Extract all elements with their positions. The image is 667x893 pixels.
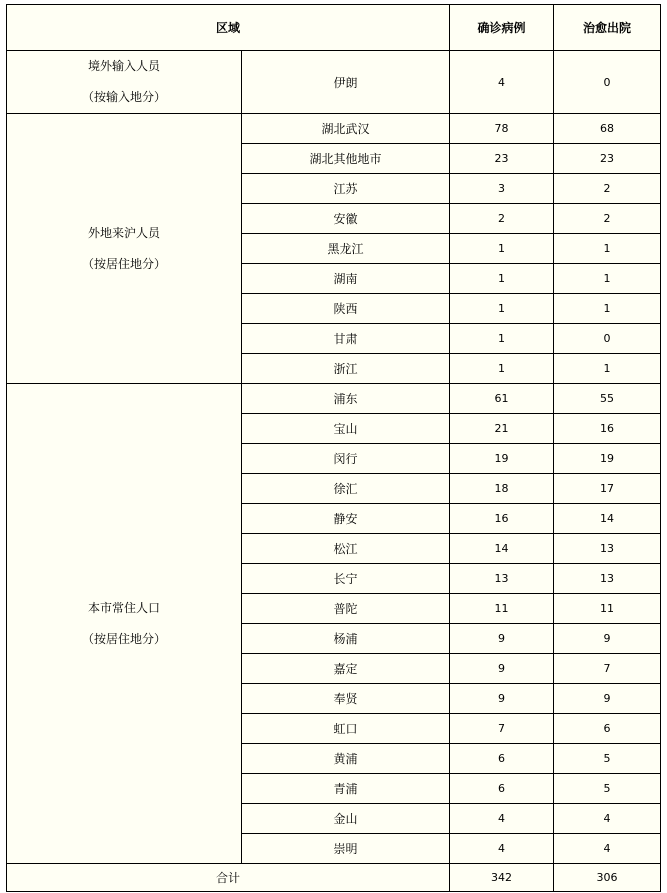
region-name-cell: 闵行 bbox=[242, 444, 450, 474]
region-name-cell: 徐汇 bbox=[242, 474, 450, 504]
table-row bbox=[7, 51, 661, 114]
discharged-cell: 1 bbox=[554, 294, 661, 324]
region-name-cell: 黄浦 bbox=[242, 744, 450, 774]
group-subtitle: （按居住地分） bbox=[81, 631, 166, 646]
confirmed-cell: 7 bbox=[450, 714, 554, 744]
confirmed-cell: 9 bbox=[450, 684, 554, 714]
confirmed-cell: 14 bbox=[450, 534, 554, 564]
confirmed-cell: 3 bbox=[450, 174, 554, 204]
discharged-cell: 11 bbox=[554, 594, 661, 624]
confirmed-cell: 6 bbox=[450, 774, 554, 804]
group-subtitle: （按输入地分） bbox=[81, 90, 166, 104]
discharged-cell: 17 bbox=[554, 474, 661, 504]
region-name-cell: 长宁 bbox=[242, 564, 450, 594]
total-confirmed: 342 bbox=[450, 864, 554, 892]
region-name-cell: 湖北武汉 bbox=[242, 114, 450, 144]
region-name-cell: 嘉定 bbox=[242, 654, 450, 684]
region-name-cell: 黑龙江 bbox=[242, 234, 450, 264]
region-name-cell: 浙江 bbox=[242, 354, 450, 384]
confirmed-cell: 1 bbox=[450, 324, 554, 354]
confirmed-cell: 9 bbox=[450, 624, 554, 654]
region-name-cell: 金山 bbox=[242, 804, 450, 834]
confirmed-cell: 4 bbox=[450, 834, 554, 864]
confirmed-cell: 78 bbox=[450, 114, 554, 144]
confirmed-cell: 6 bbox=[450, 744, 554, 774]
header-confirmed: 确诊病例 bbox=[450, 5, 554, 51]
discharged-cell: 7 bbox=[554, 654, 661, 684]
header-region: 区域 bbox=[7, 5, 450, 51]
confirmed-cell: 1 bbox=[450, 354, 554, 384]
table-row bbox=[7, 114, 661, 144]
region-name-cell: 青浦 bbox=[242, 774, 450, 804]
region-name-cell: 湖南 bbox=[242, 264, 450, 294]
total-row bbox=[7, 864, 661, 892]
confirmed-cell: 1 bbox=[450, 264, 554, 294]
discharged-cell: 9 bbox=[554, 684, 661, 714]
region-name-cell: 杨浦 bbox=[242, 624, 450, 654]
region-name-cell: 松江 bbox=[242, 534, 450, 564]
confirmed-cell: 9 bbox=[450, 654, 554, 684]
discharged-cell: 68 bbox=[554, 114, 661, 144]
region-name-cell: 奉贤 bbox=[242, 684, 450, 714]
confirmed-cell: 1 bbox=[450, 234, 554, 264]
confirmed-cell: 2 bbox=[450, 204, 554, 234]
region-name-cell: 崇明 bbox=[242, 834, 450, 864]
discharged-cell: 16 bbox=[554, 414, 661, 444]
discharged-cell: 23 bbox=[554, 144, 661, 174]
confirmed-cell: 23 bbox=[450, 144, 554, 174]
discharged-cell: 1 bbox=[554, 234, 661, 264]
discharged-cell: 9 bbox=[554, 624, 661, 654]
group-title: 外地来沪人员 bbox=[87, 225, 160, 240]
total-label: 合计 bbox=[7, 864, 450, 892]
confirmed-cell: 11 bbox=[450, 594, 554, 624]
discharged-cell: 55 bbox=[554, 384, 661, 414]
discharged-cell: 2 bbox=[554, 174, 661, 204]
discharged-cell: 14 bbox=[554, 504, 661, 534]
discharged-cell: 4 bbox=[554, 804, 661, 834]
confirmed-cell: 4 bbox=[450, 51, 554, 114]
discharged-cell: 13 bbox=[554, 534, 661, 564]
discharged-cell: 4 bbox=[554, 834, 661, 864]
region-name-cell: 伊朗 bbox=[242, 51, 450, 114]
discharged-cell: 13 bbox=[554, 564, 661, 594]
discharged-cell: 0 bbox=[554, 324, 661, 354]
group-label-cell bbox=[7, 51, 242, 114]
header-discharged: 治愈出院 bbox=[554, 5, 661, 51]
discharged-cell: 1 bbox=[554, 264, 661, 294]
table-row bbox=[7, 384, 661, 414]
discharged-cell: 2 bbox=[554, 204, 661, 234]
group-label-cell bbox=[7, 384, 242, 864]
table-body bbox=[7, 51, 661, 892]
header-row bbox=[7, 5, 661, 51]
confirmed-cell: 13 bbox=[450, 564, 554, 594]
region-name-cell: 湖北其他地市 bbox=[242, 144, 450, 174]
total-discharged: 306 bbox=[554, 864, 661, 892]
group-subtitle: （按居住地分） bbox=[81, 256, 166, 271]
confirmed-cell: 61 bbox=[450, 384, 554, 414]
region-name-cell: 静安 bbox=[242, 504, 450, 534]
region-name-cell: 甘肃 bbox=[242, 324, 450, 354]
discharged-cell: 6 bbox=[554, 714, 661, 744]
confirmed-cell: 21 bbox=[450, 414, 554, 444]
discharged-cell: 1 bbox=[554, 354, 661, 384]
case-table bbox=[6, 4, 661, 892]
confirmed-cell: 1 bbox=[450, 294, 554, 324]
group-title: 本市常住人口 bbox=[87, 600, 160, 615]
region-name-cell: 浦东 bbox=[242, 384, 450, 414]
discharged-cell: 5 bbox=[554, 744, 661, 774]
discharged-cell: 5 bbox=[554, 774, 661, 804]
region-name-cell: 宝山 bbox=[242, 414, 450, 444]
region-name-cell: 陕西 bbox=[242, 294, 450, 324]
discharged-cell: 19 bbox=[554, 444, 661, 474]
confirmed-cell: 19 bbox=[450, 444, 554, 474]
region-name-cell: 安徽 bbox=[242, 204, 450, 234]
discharged-cell: 0 bbox=[554, 51, 661, 114]
group-label-cell bbox=[7, 114, 242, 384]
confirmed-cell: 18 bbox=[450, 474, 554, 504]
confirmed-cell: 16 bbox=[450, 504, 554, 534]
confirmed-cell: 4 bbox=[450, 804, 554, 834]
region-name-cell: 虹口 bbox=[242, 714, 450, 744]
region-name-cell: 江苏 bbox=[242, 174, 450, 204]
region-name-cell: 普陀 bbox=[242, 594, 450, 624]
group-title: 境外输入人员 bbox=[87, 59, 160, 73]
